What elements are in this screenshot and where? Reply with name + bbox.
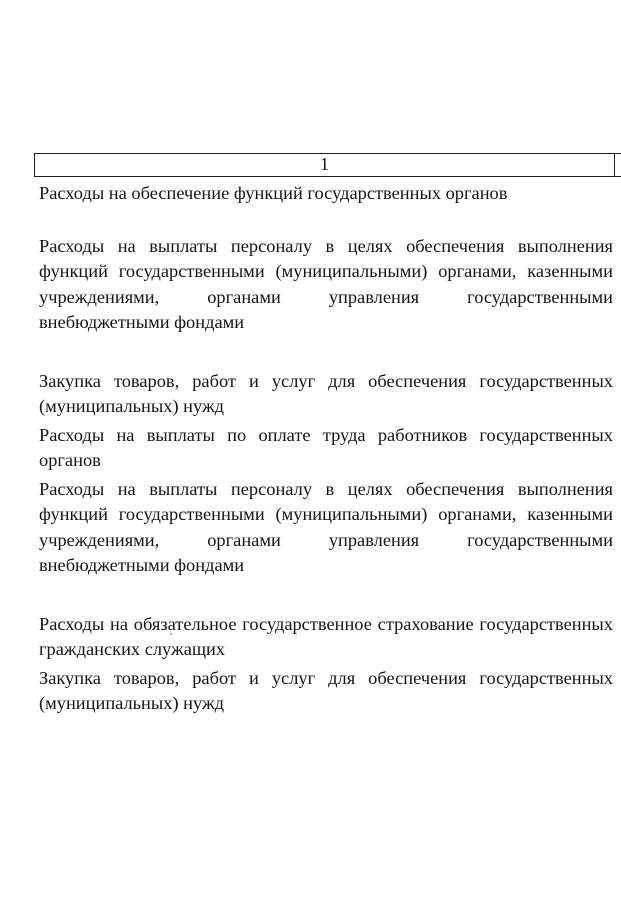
expense-list bbox=[39, 181, 613, 717]
expense-entry: Расходы на выплаты персоналу в целях обеспечения выполнения функций государственными (муниципальными) органами, казенными учреждениями, органами управления государственными внебюджетными фондами bbox=[39, 478, 613, 575]
column-divider bbox=[614, 153, 615, 177]
expense-entry: Расходы на выплаты персоналу в целях обеспечения выполнения функций государственными (муниципальными) органами, казенными учреждениями, органами управления государственными внебюджетными фондами bbox=[39, 235, 613, 332]
expense-entry: Закупка товаров, работ и услуг для обеспечения государственных (муниципальных) нужд bbox=[39, 667, 613, 713]
expense-entry: Расходы на обязательное государственное страхование государственных гражданских служащих bbox=[39, 613, 613, 659]
expense-entry: Расходы на обеспечение функций государственных органов bbox=[39, 183, 508, 203]
expense-entry: Расходы на выплаты по оплате труда работников государственных органов bbox=[39, 424, 613, 470]
table-header-row bbox=[34, 153, 621, 177]
scan-speck bbox=[170, 633, 172, 635]
expense-entry: Закупка товаров, работ и услуг для обеспечения государственных (муниципальных) нужд bbox=[39, 370, 613, 416]
column-number: 1 bbox=[320, 154, 329, 174]
